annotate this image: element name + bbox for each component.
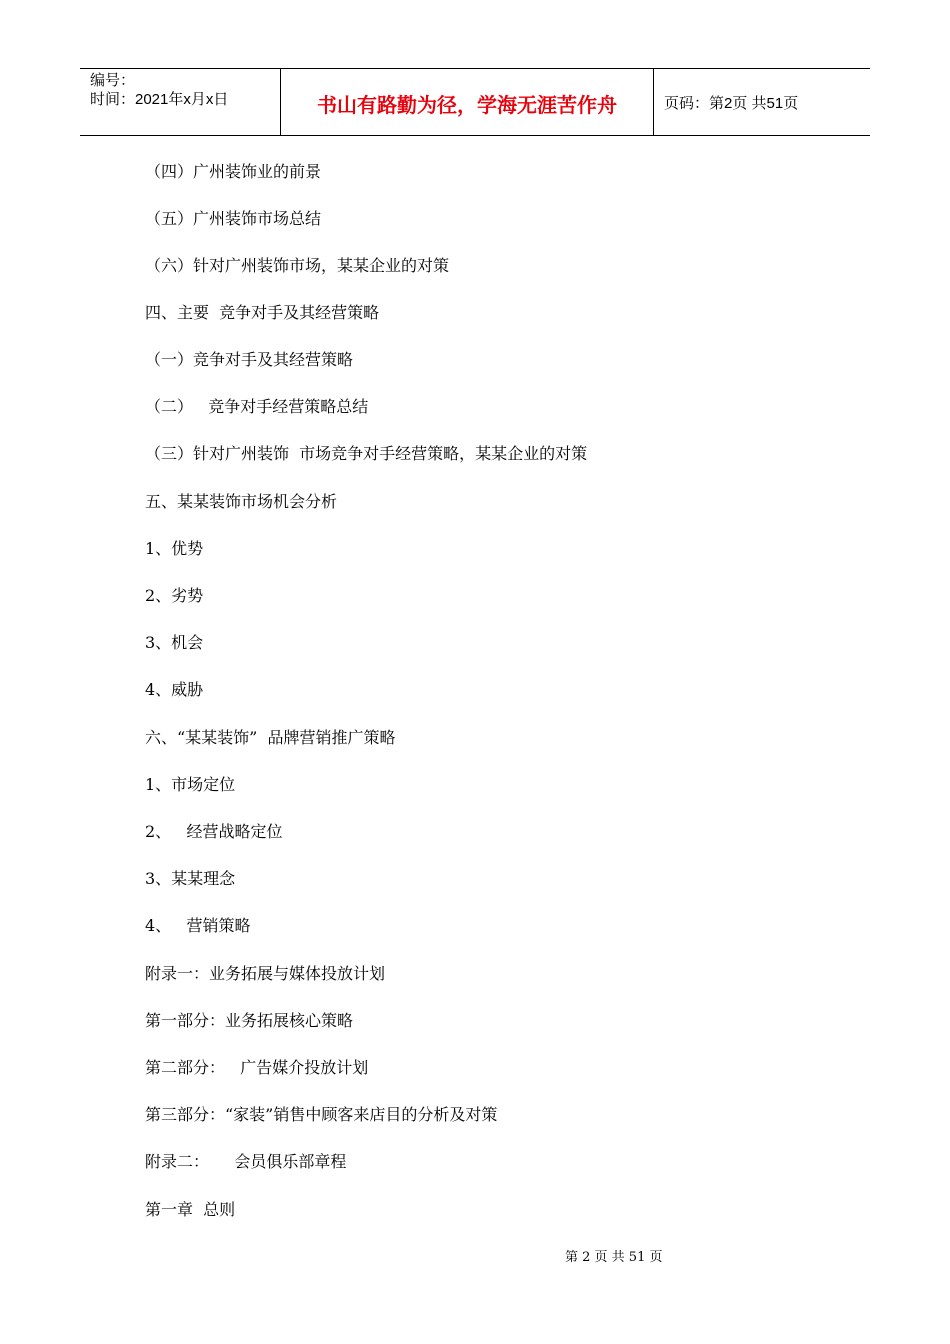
toc-line: 4、 营销策略 — [145, 916, 251, 935]
toc-line: （一）竞争对手及其经营策略 — [145, 350, 354, 369]
toc-line: 附录一：业务拓展与媒体投放计划 — [145, 964, 386, 983]
toc-line: 六、“某某装饰” 品牌营销推广策略 — [145, 728, 396, 747]
toc-line: （三）针对广州装饰 市场竞争对手经营策略，某某企业的对策 — [145, 444, 588, 463]
toc-line: 四、主要 竞争对手及其经营策略 — [145, 303, 380, 322]
toc-line: （六）针对广州装饰市场，某某企业的对策 — [145, 256, 450, 275]
toc-line: 第一章 总则 — [145, 1200, 236, 1219]
toc-line: （五）广州装饰市场总结 — [145, 209, 322, 228]
toc-line: 第一部分：业务拓展核心策略 — [145, 1011, 354, 1030]
number-label: 编号： — [90, 72, 136, 89]
toc-line: （二） 竞争对手经营策略总结 — [145, 397, 369, 416]
header-page-info: 页码：第2页 共51页 — [664, 94, 799, 112]
page-footer — [0, 1246, 950, 1276]
toc-line: 五、某某装饰市场机会分析 — [145, 492, 338, 511]
toc-line: 3、机会 — [145, 633, 204, 652]
footer-page-number: 第 2 页 共 51 页 — [565, 1250, 663, 1265]
toc-line: 1、优势 — [145, 539, 204, 558]
toc-line: 附录二： 会员俱乐部章程 — [145, 1152, 347, 1171]
toc-line: （四）广州装饰业的前景 — [145, 162, 322, 181]
toc-line: 第三部分：“家装”销售中顾客来店目的分析及对策 — [145, 1105, 498, 1124]
toc-line: 第二部分： 广告媒介投放计划 — [145, 1058, 369, 1077]
toc-line: 4、威胁 — [145, 680, 204, 699]
time-label: 时间：2021年x月x日 — [90, 91, 229, 108]
header-motto: 书山有路勤为径，学海无涯苦作舟 — [281, 69, 654, 135]
toc-line: 2、劣势 — [145, 586, 204, 605]
toc-line: 1、市场定位 — [145, 775, 236, 794]
toc-line: 2、 经营战略定位 — [145, 822, 283, 841]
toc-line: 3、某某理念 — [145, 869, 236, 888]
